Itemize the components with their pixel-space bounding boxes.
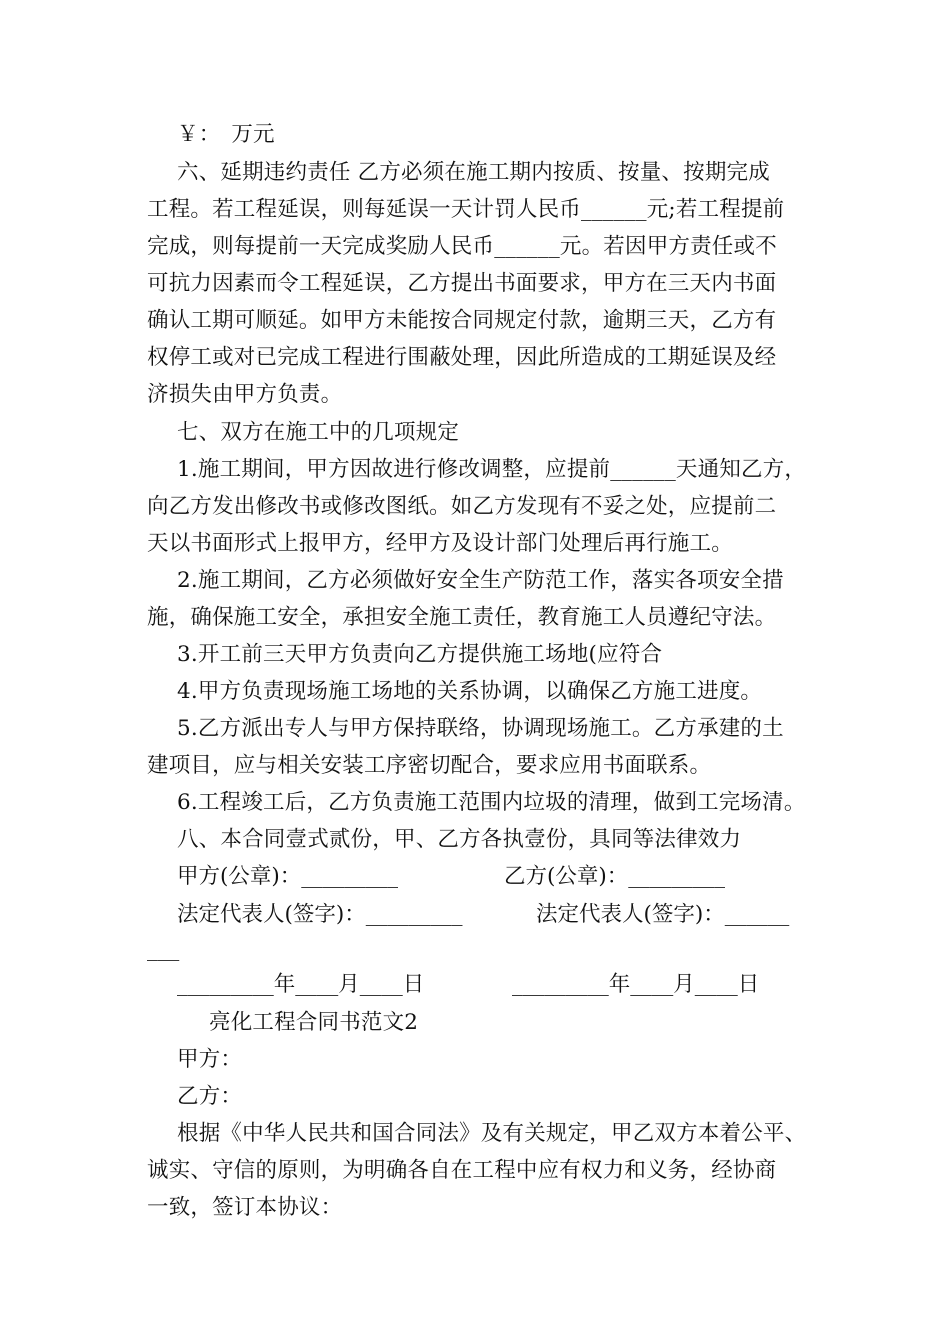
clause-5-line: 5.乙方派出专人与甲方保持联络，协调现场施工。乙方承建的土 (177, 716, 784, 741)
party-a-representative: 法定代表人(签字)：_________ (177, 902, 463, 927)
intro-line: 诚实、守信的原则，为明确各自在工程中应有权力和义务，经协商 (147, 1158, 777, 1183)
party-b-seal: 乙方(公章)：_________ (504, 864, 726, 889)
paragraph-line: 确认工期可顺延。如甲方未能按合同规定付款，逾期三天，乙方有 (147, 308, 777, 333)
section-6-heading: 六、延期违约责任 乙方必须在施工期内按质、按量、按期完成 (177, 160, 770, 185)
party-b-label: 乙方： (177, 1084, 243, 1109)
clause-4-line: 4.甲方负责现场施工场地的关系协调，以确保乙方施工进度。 (177, 679, 763, 704)
clause-2-line: 2.施工期间，乙方必须做好安全生产防范工作，落实各项安全措 (177, 568, 784, 593)
section-8-line: 八、本合同壹式贰份，甲、乙方各执壹份，具同等法律效力 (177, 827, 742, 852)
paragraph-line: 完成，则每提前一天完成奖励人民币______元。若因甲方责任或不 (147, 234, 777, 259)
paragraph-line: 可抗力因素而令工程延误，乙方提出书面要求，甲方在三天内书面 (147, 271, 777, 296)
amount-line: ￥： 万元 (177, 122, 275, 147)
clause-2-line: 施，确保施工安全，承担安全施工责任，教育施工人员遵纪守法。 (147, 605, 777, 630)
paragraph-line: 工程。若工程延误，则每延误一天计罚人民币______元;若工程提前 (147, 197, 785, 222)
clause-6-line: 6.工程竣工后，乙方负责施工范围内垃圾的清理，做到工完场清。 (177, 790, 806, 815)
clause-1-line: 天以书面形式上报甲方，经甲方及设计部门处理后再行施工。 (147, 531, 733, 556)
party-a-label: 甲方： (177, 1047, 243, 1072)
intro-line: 根据《中华人民共和国合同法》及有关规定，甲乙双方本着公平、 (177, 1121, 807, 1146)
section-title: 亮化工程合同书范文2 (209, 1010, 419, 1035)
party-a-date: _________年____月____日 (177, 972, 425, 997)
party-a-seal: 甲方(公章)：_________ (177, 864, 399, 889)
clause-1-line: 1.施工期间，甲方因故进行修改调整，应提前______天通知乙方， (177, 457, 807, 482)
paragraph-line: 权停工或对已完成工程进行围蔽处理，因此所造成的工期延误及经 (147, 345, 777, 370)
clause-1-line: 向乙方发出修改书或修改图纸。如乙方发现有不妥之处，应提前二 (147, 494, 777, 519)
intro-line: 一致，签订本协议： (147, 1195, 343, 1220)
paragraph-line: 济损失由甲方负责。 (147, 382, 343, 407)
clause-5-line: 建项目，应与相关安装工序密切配合，要求应用书面联系。 (147, 753, 712, 778)
clause-3-line: 3.开工前三天甲方负责向乙方提供施工场地(应符合 (177, 642, 663, 667)
section-7-heading: 七、双方在施工中的几项规定 (177, 420, 460, 445)
party-b-representative-cont: ___ (147, 937, 180, 962)
party-b-representative: 法定代表人(签字)：______ (536, 902, 790, 927)
party-b-date: _________年____月____日 (512, 972, 760, 997)
